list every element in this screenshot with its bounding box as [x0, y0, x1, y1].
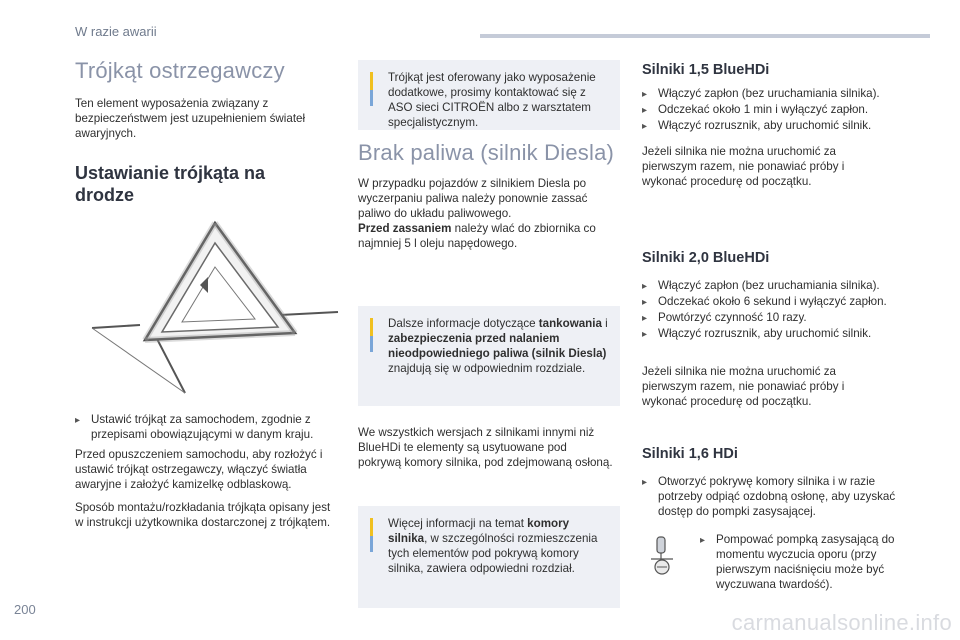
paragraph: Jeżeli silnika nie można uruchomić za pierwszym razem, nie ponawiać próby i wykonać procedurę od początku. — [642, 365, 845, 408]
bullet-marker-icon: ▸ — [642, 329, 648, 340]
list-item: ▸ Odczekać około 6 sekund i wyłączyć zapłon. — [642, 295, 887, 308]
info-bar-icon — [370, 90, 373, 106]
subtitle-placing-triangle: Ustawianie trójkąta na drodze — [75, 163, 266, 205]
list-item: ▸ Otworzyć pokrywę komory silnika i w razie potrzeby odpiąć ozdobną osłonę, aby uzyskać dostęp do pompki zasysającej. — [642, 475, 896, 518]
bullet-marker-icon: ▸ — [642, 297, 648, 308]
watermark: carmanualsonline.info — [731, 610, 952, 635]
info-box: Trójkąt jest oferowany jako wyposażenie dodatkowe, prosimy kontaktować się z ASO sieci CITROËN albo z warsztatem specjalistycznym. — [358, 60, 620, 130]
bullet-marker-icon: ▸ — [642, 105, 648, 116]
list-item: ▸ Powtórzyć czynność 10 razy. — [642, 311, 807, 324]
bullet-marker-icon: ▸ — [642, 313, 648, 324]
list-item: ▸ Włączyć zapłon (bez uruchamiania silnika). — [642, 279, 880, 292]
paragraph: Jeżeli silnika nie można uruchomić za pierwszym razem, nie ponawiać próby i wykonać procedurę od początku. — [642, 145, 845, 188]
info-bar-icon — [370, 536, 373, 552]
paragraph: Sposób montażu/rozkładania trójkąta opisany jest w instrukcji użytkownika dostarczonej z trójkątem. — [75, 501, 331, 529]
hand-pump-icon — [645, 535, 679, 575]
header-divider — [480, 34, 930, 38]
step-list — [642, 278, 912, 342]
list-item: ▸ Włączyć rozrusznik, aby uruchomić silnik. — [642, 327, 872, 340]
bullet-marker-icon: ▸ — [642, 477, 648, 488]
list-item: ▸ Pompować pompką zasysającą do momentu wyczucia oporu (przy pierwszym naciśnięciu może być wyczuwana twardość). — [700, 533, 895, 591]
info-box: Dalsze informacje dotyczące tankowania i zabezpieczenia przed nalaniem nieodpowiedniego paliwa (silnik Diesla) znajdują się w odpowiednim rozdziale. — [358, 306, 620, 406]
section-title-15-bluehdi: Silniki 1,5 BlueHDi — [642, 62, 770, 78]
intro-text: Ten element wyposażenia związany z bezpieczeństwem jest uzupełnieniem świateł awaryjnych. — [75, 97, 306, 140]
bullet-marker-icon: ▸ — [642, 121, 648, 132]
bullet-marker-icon: ▸ — [642, 281, 648, 292]
title-warning-triangle: Trójkąt ostrzegawczy — [75, 58, 285, 83]
bullet-marker-icon: ▸ — [700, 535, 706, 546]
page-number: 200 — [14, 602, 36, 617]
bullet-marker-icon: ▸ — [75, 415, 81, 426]
list-item: ▸ Ustawić trójkąt za samochodem, zgodnie z przepisami obowiązującymi w danym kraju. — [75, 413, 314, 441]
list-item: ▸ Odczekać około 1 min i wyłączyć zapłon. — [642, 103, 869, 116]
section-title-16-hdi: Silniki 1,6 HDi — [642, 446, 738, 462]
paragraph: W przypadku pojazdów z silnikiem Diesla po wyczerpaniu paliwa należy ponownie zassać paliwo do układu paliwowego. Przed zassaniem należy wlać do zbiornika co najmniej 5 l oleju napędowego. — [358, 177, 596, 250]
list-item: ▸ Włączyć rozrusznik, aby uruchomić silnik. — [642, 119, 872, 132]
info-box: Więcej informacji na temat komory silnika, w szczególności rozmieszczenia tych elementów pod pokrywą komory silnika, zawiera odpowiedni rozdział. — [358, 506, 620, 608]
warning-triangle-illustration — [90, 215, 340, 395]
bullet-marker-icon: ▸ — [642, 89, 648, 100]
section-header: W razie awarii — [75, 24, 157, 39]
list-item: ▸ Włączyć zapłon (bez uruchamiania silnika). — [642, 87, 880, 100]
step-list — [642, 86, 922, 134]
paragraph: We wszystkich wersjach z silnikami innymi niż BlueHDi te elementy są usytuowane pod pokrywą komory silnika, pod zdejmowaną osłoną. — [358, 426, 613, 469]
title-no-fuel: Brak paliwa (silnik Diesla) — [358, 140, 615, 165]
paragraph: Przed opuszczeniem samochodu, aby rozłożyć i ustawić trójkąt ostrzegawczy, włączyć światła awaryjne i założyć kamizelkę odblaskową. — [75, 448, 323, 491]
section-title-20-bluehdi: Silniki 2,0 BlueHDi — [642, 250, 770, 266]
info-bar-icon — [370, 336, 373, 352]
